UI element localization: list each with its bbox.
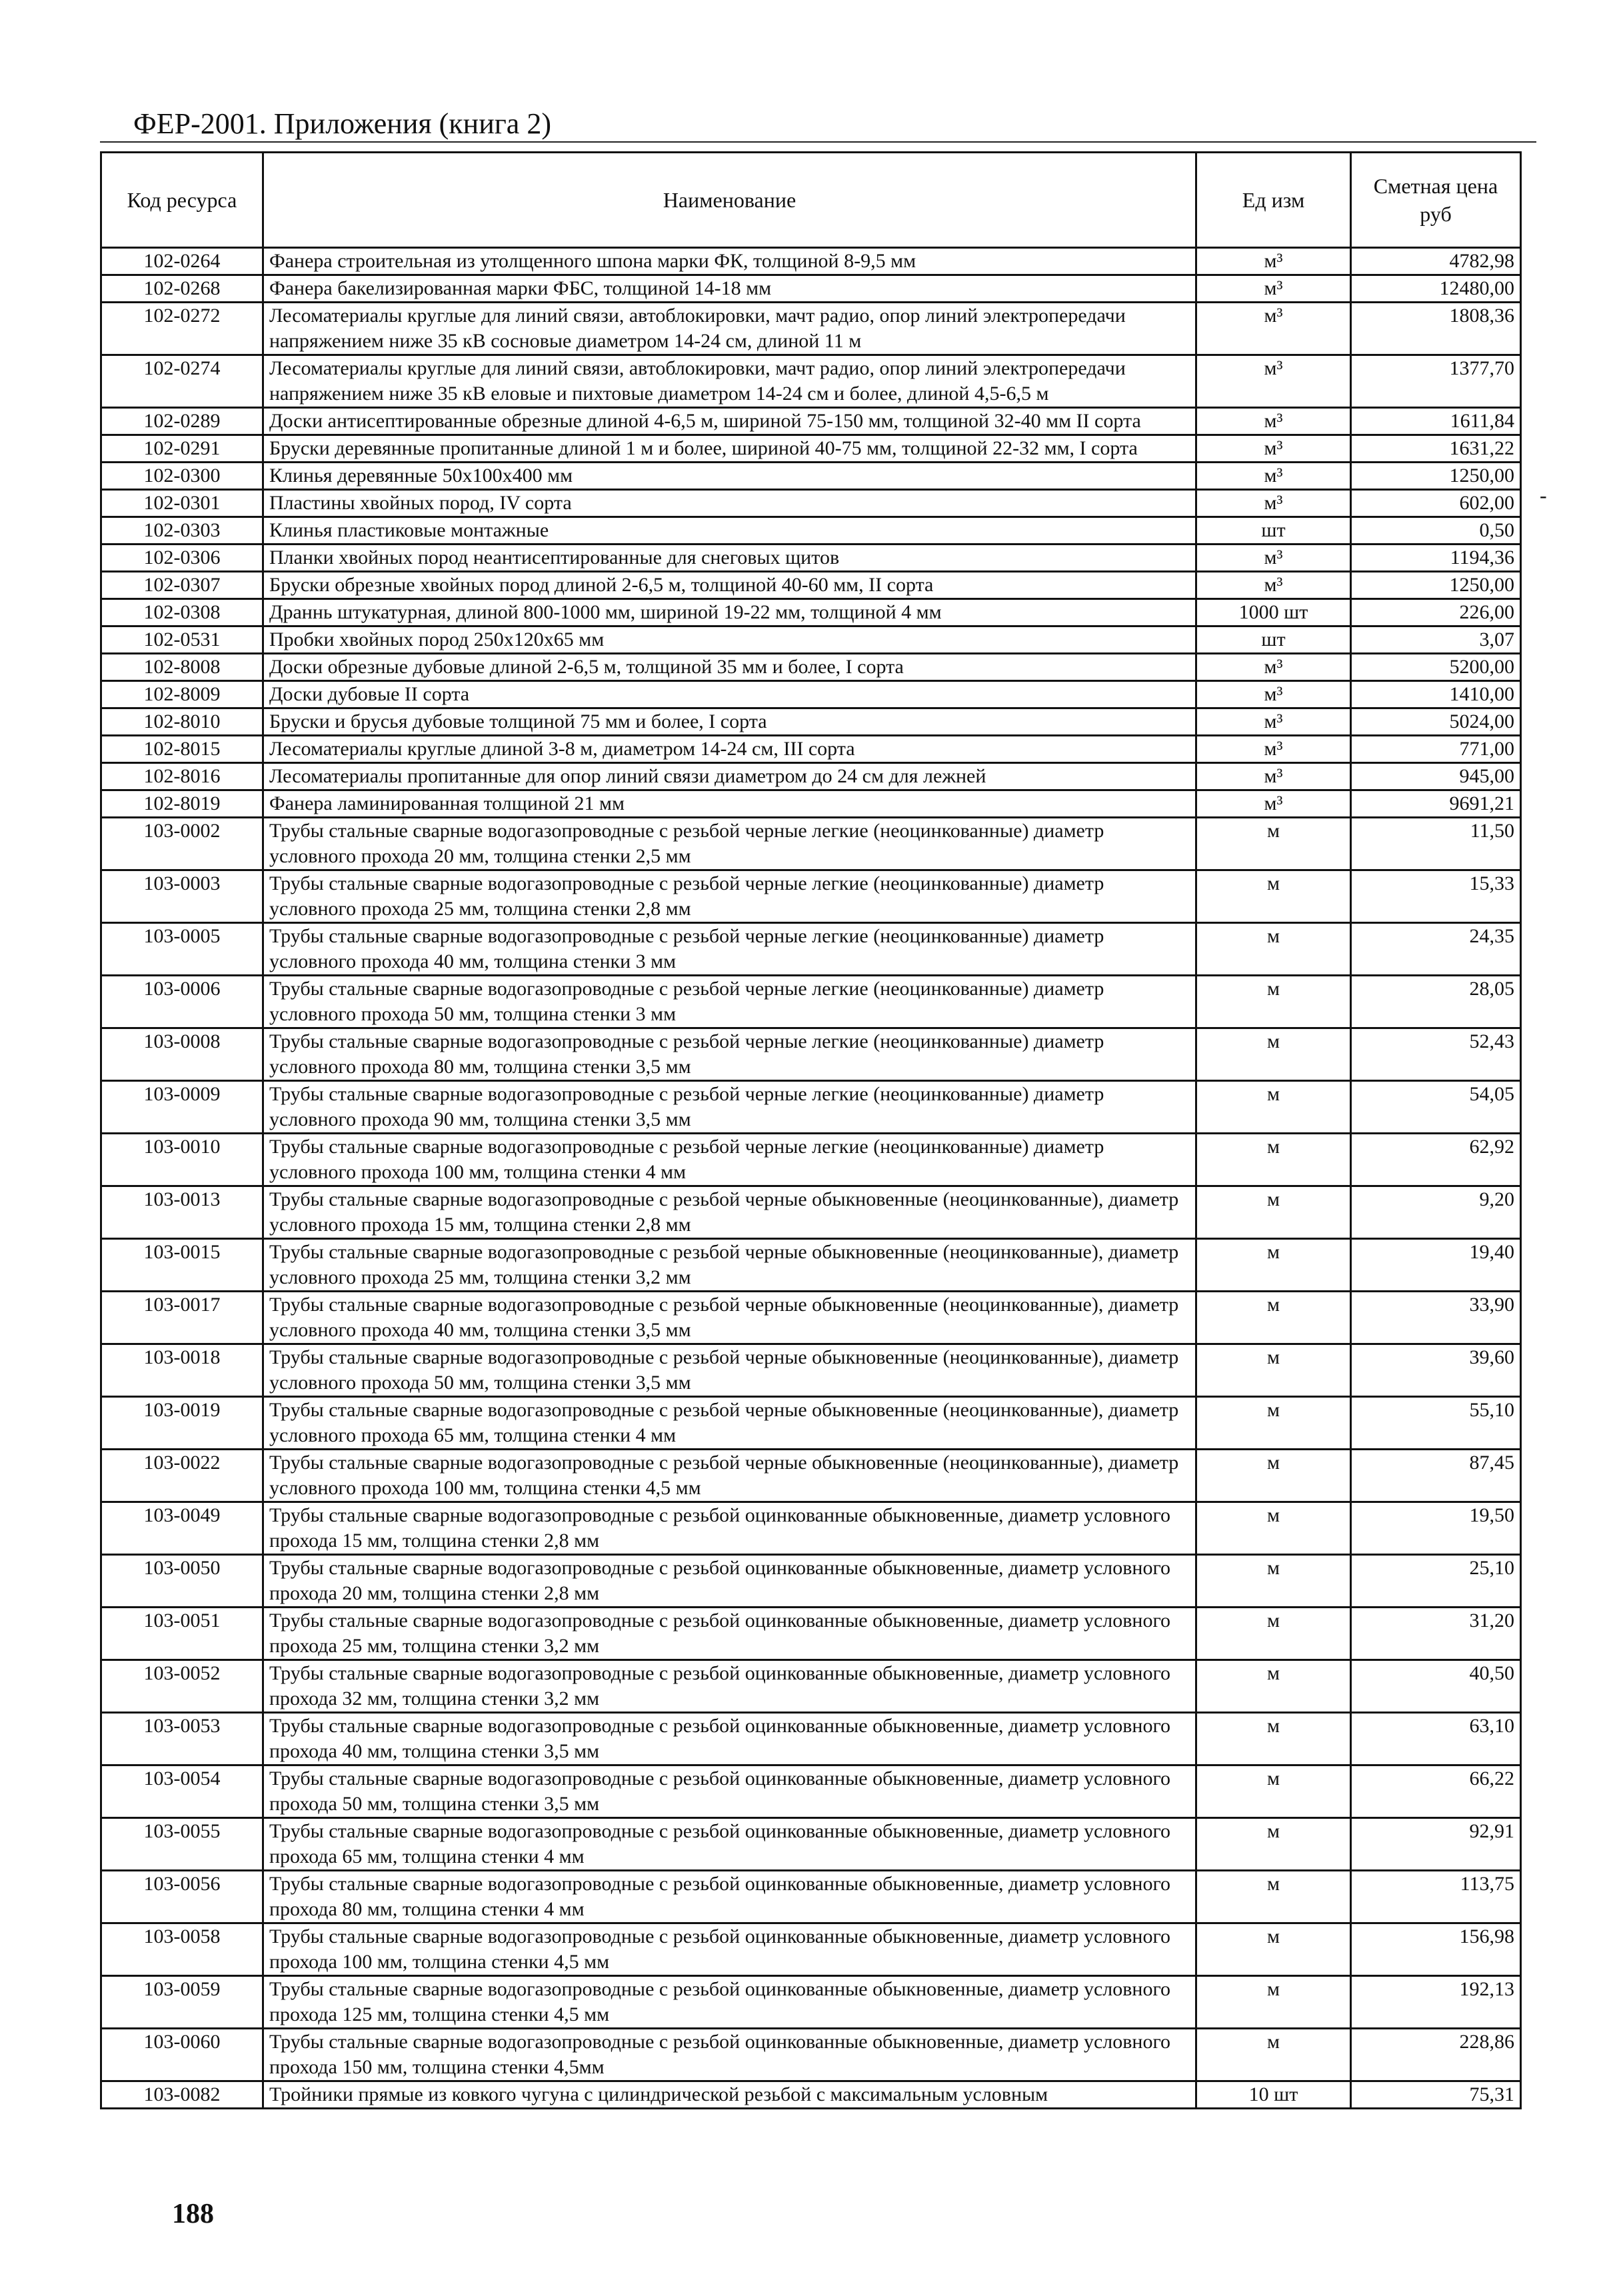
cell-unit: м bbox=[1196, 870, 1351, 923]
cell-code: 103-0052 bbox=[101, 1660, 263, 1713]
cell-name: Бруски обрезные хвойных пород длиной 2-6,5 м, толщиной 40-60 мм, II сорта bbox=[263, 572, 1196, 599]
cell-code: 103-0055 bbox=[101, 1818, 263, 1871]
cell-price: 156,98 bbox=[1351, 1923, 1521, 1976]
cell-unit: м³ bbox=[1196, 463, 1351, 490]
table-row bbox=[101, 490, 1521, 517]
cell-code: 103-0049 bbox=[101, 1502, 263, 1555]
cell-price: 39,60 bbox=[1351, 1344, 1521, 1397]
table-row bbox=[101, 599, 1521, 626]
table-row bbox=[101, 818, 1521, 870]
table-row bbox=[101, 1028, 1521, 1081]
cell-code: 102-8010 bbox=[101, 708, 263, 736]
cell-code: 102-0308 bbox=[101, 599, 263, 626]
cell-name: Трубы стальные сварные водогазопроводные с резьбой оцинкованные обыкновенные, диаметр условного прохода 25 мм, толщина стенки 3,2 мм bbox=[263, 1608, 1196, 1660]
table-row bbox=[101, 1608, 1521, 1660]
cell-price: 75,31 bbox=[1351, 2081, 1521, 2109]
column-header-price: Сметная цена руб bbox=[1351, 153, 1521, 248]
table-row bbox=[101, 681, 1521, 708]
cell-code: 103-0082 bbox=[101, 2081, 263, 2109]
cell-unit: м³ bbox=[1196, 545, 1351, 572]
cell-name: Трубы стальные сварные водогазопроводные с резьбой черные обыкновенные (неоцинкованные), диаметр условного прохода 40 мм, толщина стенки 3,5 мм bbox=[263, 1292, 1196, 1344]
cell-code: 103-0054 bbox=[101, 1765, 263, 1818]
cell-name: Пластины хвойных пород, IV сорта bbox=[263, 490, 1196, 517]
cell-price: 66,22 bbox=[1351, 1765, 1521, 1818]
cell-unit: м bbox=[1196, 1818, 1351, 1871]
cell-name: Трубы стальные сварные водогазопроводные с резьбой оцинкованные обыкновенные, диаметр условного прохода 125 мм, толщина стенки 4,5 мм bbox=[263, 1976, 1196, 2029]
table-row bbox=[101, 1292, 1521, 1344]
table-row bbox=[101, 1923, 1521, 1976]
cell-code: 103-0051 bbox=[101, 1608, 263, 1660]
cell-code: 103-0050 bbox=[101, 1555, 263, 1608]
cell-name: Трубы стальные сварные водогазопроводные с резьбой черные легкие (неоцинкованные) диаметр условного прохода 20 мм, толщина стенки 2,5 мм bbox=[263, 818, 1196, 870]
cell-unit: м bbox=[1196, 1923, 1351, 1976]
table-row bbox=[101, 1239, 1521, 1292]
cell-code: 103-0013 bbox=[101, 1186, 263, 1239]
cell-price: 25,10 bbox=[1351, 1555, 1521, 1608]
table-row bbox=[101, 1818, 1521, 1871]
cell-name: Доски антисептированные обрезные длиной 4-6,5 м, шириной 75-150 мм, толщиной 32-40 мм II сорта bbox=[263, 408, 1196, 435]
cell-price: 0,50 bbox=[1351, 517, 1521, 545]
table-row bbox=[101, 1765, 1521, 1818]
table-row bbox=[101, 517, 1521, 545]
cell-unit: м bbox=[1196, 923, 1351, 976]
cell-unit: м bbox=[1196, 2029, 1351, 2081]
cell-unit: шт bbox=[1196, 626, 1351, 654]
cell-code: 103-0018 bbox=[101, 1344, 263, 1397]
cell-code: 103-0022 bbox=[101, 1450, 263, 1502]
cell-unit: м bbox=[1196, 1134, 1351, 1186]
cell-unit: м³ bbox=[1196, 654, 1351, 681]
cell-price: 24,35 bbox=[1351, 923, 1521, 976]
cell-code: 102-0272 bbox=[101, 303, 263, 355]
cell-name: Лесоматериалы круглые для линий связи, автоблокировки, мачт радио, опор линий электропередачи напряжением ниже 35 кВ еловые и пихтовые диаметром 14-24 см и более, длиной 4,5-6,5 м bbox=[263, 355, 1196, 408]
cell-unit: м³ bbox=[1196, 681, 1351, 708]
column-header-name: Наименование bbox=[263, 153, 1196, 248]
cell-unit: м bbox=[1196, 1608, 1351, 1660]
cell-name: Доски обрезные дубовые длиной 2-6,5 м, толщиной 35 мм и более, I сорта bbox=[263, 654, 1196, 681]
cell-code: 103-0015 bbox=[101, 1239, 263, 1292]
table-row bbox=[101, 626, 1521, 654]
cell-code: 103-0059 bbox=[101, 1976, 263, 2029]
cell-unit: м³ bbox=[1196, 303, 1351, 355]
cell-price: 945,00 bbox=[1351, 763, 1521, 790]
column-header-code: Код ресурса bbox=[101, 153, 263, 248]
cell-unit: м³ bbox=[1196, 275, 1351, 303]
cell-code: 103-0005 bbox=[101, 923, 263, 976]
cell-price: 1808,36 bbox=[1351, 303, 1521, 355]
cell-name: Клинья деревянные 50х100х400 мм bbox=[263, 463, 1196, 490]
cell-code: 103-0009 bbox=[101, 1081, 263, 1134]
cell-price: 113,75 bbox=[1351, 1871, 1521, 1923]
cell-name: Трубы стальные сварные водогазопроводные с резьбой оцинкованные обыкновенные, диаметр условного прохода 150 мм, толщина стенки 4,5мм bbox=[263, 2029, 1196, 2081]
cell-name: Тройники прямые из ковкого чугуна с цилиндрической резьбой с максимальным условным bbox=[263, 2081, 1196, 2109]
cell-name: Трубы стальные сварные водогазопроводные с резьбой оцинкованные обыкновенные, диаметр условного прохода 65 мм, толщина стенки 4 мм bbox=[263, 1818, 1196, 1871]
cell-name: Трубы стальные сварные водогазопроводные с резьбой черные легкие (неоцинкованные) диаметр условного прохода 40 мм, толщина стенки 3 мм bbox=[263, 923, 1196, 976]
cell-unit: м³ bbox=[1196, 572, 1351, 599]
table-body bbox=[101, 248, 1521, 2109]
cell-code: 102-8016 bbox=[101, 763, 263, 790]
cell-unit: м bbox=[1196, 1976, 1351, 2029]
cell-code: 103-0017 bbox=[101, 1292, 263, 1344]
table-row bbox=[101, 435, 1521, 463]
cell-price: 15,33 bbox=[1351, 870, 1521, 923]
cell-price: 1611,84 bbox=[1351, 408, 1521, 435]
table-row bbox=[101, 2081, 1521, 2109]
cell-code: 102-0289 bbox=[101, 408, 263, 435]
cell-price: 226,00 bbox=[1351, 599, 1521, 626]
table-row bbox=[101, 736, 1521, 763]
cell-name: Трубы стальные сварные водогазопроводные с резьбой черные обыкновенные (неоцинкованные), диаметр условного прохода 100 мм, толщина стенки 4,5 мм bbox=[263, 1450, 1196, 1502]
cell-price: 52,43 bbox=[1351, 1028, 1521, 1081]
cell-code: 103-0002 bbox=[101, 818, 263, 870]
cell-price: 771,00 bbox=[1351, 736, 1521, 763]
cell-name: Трубы стальные сварные водогазопроводные с резьбой черные легкие (неоцинкованные) диаметр условного прохода 25 мм, толщина стенки 2,8 мм bbox=[263, 870, 1196, 923]
cell-name: Доски дубовые II сорта bbox=[263, 681, 1196, 708]
cell-code: 102-8008 bbox=[101, 654, 263, 681]
cell-code: 103-0019 bbox=[101, 1397, 263, 1450]
table-row bbox=[101, 1660, 1521, 1713]
cell-unit: м³ bbox=[1196, 248, 1351, 275]
margin-mark: - bbox=[1540, 483, 1547, 507]
cell-price: 4782,98 bbox=[1351, 248, 1521, 275]
cell-code: 102-8015 bbox=[101, 736, 263, 763]
cell-code: 102-0531 bbox=[101, 626, 263, 654]
cell-price: 1631,22 bbox=[1351, 435, 1521, 463]
cell-code: 102-0268 bbox=[101, 275, 263, 303]
table-row bbox=[101, 1976, 1521, 2029]
cell-name: Трубы стальные сварные водогазопроводные с резьбой оцинкованные обыкновенные, диаметр условного прохода 50 мм, толщина стенки 3,5 мм bbox=[263, 1765, 1196, 1818]
cell-unit: м bbox=[1196, 1344, 1351, 1397]
cell-unit: м bbox=[1196, 1239, 1351, 1292]
cell-unit: м bbox=[1196, 1502, 1351, 1555]
cell-unit: 10 шт bbox=[1196, 2081, 1351, 2109]
table-row bbox=[101, 1081, 1521, 1134]
cell-name: Фанера бакелизированная марки ФБС, толщиной 14-18 мм bbox=[263, 275, 1196, 303]
table-row bbox=[101, 1186, 1521, 1239]
cell-unit: м bbox=[1196, 1765, 1351, 1818]
table-row bbox=[101, 923, 1521, 976]
header-rule bbox=[100, 141, 1536, 143]
cell-name: Трубы стальные сварные водогазопроводные с резьбой оцинкованные обыкновенные, диаметр условного прохода 15 мм, толщина стенки 2,8 мм bbox=[263, 1502, 1196, 1555]
table-row bbox=[101, 1450, 1521, 1502]
cell-price: 1410,00 bbox=[1351, 681, 1521, 708]
cell-code: 102-8019 bbox=[101, 790, 263, 818]
table-row bbox=[101, 303, 1521, 355]
cell-price: 87,45 bbox=[1351, 1450, 1521, 1502]
cell-price: 63,10 bbox=[1351, 1713, 1521, 1765]
cell-name: Трубы стальные сварные водогазопроводные с резьбой оцинкованные обыкновенные, диаметр условного прохода 80 мм, толщина стенки 4 мм bbox=[263, 1871, 1196, 1923]
cell-unit: м³ bbox=[1196, 790, 1351, 818]
cell-price: 12480,00 bbox=[1351, 275, 1521, 303]
cell-price: 62,92 bbox=[1351, 1134, 1521, 1186]
table-row bbox=[101, 1713, 1521, 1765]
cell-price: 40,50 bbox=[1351, 1660, 1521, 1713]
cell-code: 102-0291 bbox=[101, 435, 263, 463]
table-header-row bbox=[101, 153, 1521, 248]
cell-price: 3,07 bbox=[1351, 626, 1521, 654]
cell-code: 102-0307 bbox=[101, 572, 263, 599]
cell-name: Драннь штукатурная, длиной 800-1000 мм, шириной 19-22 мм, толщиной 4 мм bbox=[263, 599, 1196, 626]
cell-unit: м bbox=[1196, 818, 1351, 870]
cell-name: Трубы стальные сварные водогазопроводные с резьбой черные обыкновенные (неоцинкованные), диаметр условного прохода 25 мм, толщина стенки 3,2 мм bbox=[263, 1239, 1196, 1292]
cell-price: 1194,36 bbox=[1351, 545, 1521, 572]
cell-name: Лесоматериалы круглые длиной 3-8 м, диаметром 14-24 см, III сорта bbox=[263, 736, 1196, 763]
cell-price: 33,90 bbox=[1351, 1292, 1521, 1344]
cell-unit: м bbox=[1196, 1292, 1351, 1344]
cell-unit: м bbox=[1196, 1397, 1351, 1450]
cell-name: Пробки хвойных пород 250х120х65 мм bbox=[263, 626, 1196, 654]
table-row bbox=[101, 1555, 1521, 1608]
table-row bbox=[101, 1871, 1521, 1923]
cell-price: 55,10 bbox=[1351, 1397, 1521, 1450]
cell-price: 19,50 bbox=[1351, 1502, 1521, 1555]
cell-price: 1250,00 bbox=[1351, 572, 1521, 599]
table-row bbox=[101, 763, 1521, 790]
table-row bbox=[101, 408, 1521, 435]
cell-price: 19,40 bbox=[1351, 1239, 1521, 1292]
cell-name: Бруски и брусья дубовые толщиной 75 мм и более, I сорта bbox=[263, 708, 1196, 736]
cell-code: 103-0056 bbox=[101, 1871, 263, 1923]
table-row bbox=[101, 1134, 1521, 1186]
cell-price: 9691,21 bbox=[1351, 790, 1521, 818]
table-row bbox=[101, 708, 1521, 736]
cell-price: 31,20 bbox=[1351, 1608, 1521, 1660]
cell-name: Лесоматериалы пропитанные для опор линий связи диаметром до 24 см для лежней bbox=[263, 763, 1196, 790]
table-row bbox=[101, 545, 1521, 572]
cell-unit: м³ bbox=[1196, 736, 1351, 763]
cell-name: Трубы стальные сварные водогазопроводные с резьбой оцинкованные обыкновенные, диаметр условного прохода 20 мм, толщина стенки 2,8 мм bbox=[263, 1555, 1196, 1608]
table-row bbox=[101, 1344, 1521, 1397]
cell-code: 102-0303 bbox=[101, 517, 263, 545]
cell-name: Трубы стальные сварные водогазопроводные с резьбой оцинкованные обыкновенные, диаметр условного прохода 100 мм, толщина стенки 4,5 мм bbox=[263, 1923, 1196, 1976]
cell-name: Клинья пластиковые монтажные bbox=[263, 517, 1196, 545]
table-row bbox=[101, 2029, 1521, 2081]
cell-price: 602,00 bbox=[1351, 490, 1521, 517]
cell-price: 28,05 bbox=[1351, 976, 1521, 1028]
cell-unit: м bbox=[1196, 1028, 1351, 1081]
cell-unit: м bbox=[1196, 1555, 1351, 1608]
table-row bbox=[101, 654, 1521, 681]
resource-price-table bbox=[100, 151, 1522, 2109]
cell-code: 103-0058 bbox=[101, 1923, 263, 1976]
cell-code: 102-0274 bbox=[101, 355, 263, 408]
cell-name: Планки хвойных пород неантисептированные для снеговых щитов bbox=[263, 545, 1196, 572]
table-row bbox=[101, 1397, 1521, 1450]
cell-unit: м bbox=[1196, 1713, 1351, 1765]
cell-unit: м³ bbox=[1196, 408, 1351, 435]
cell-code: 103-0008 bbox=[101, 1028, 263, 1081]
cell-code: 102-8009 bbox=[101, 681, 263, 708]
cell-unit: м³ bbox=[1196, 763, 1351, 790]
cell-code: 103-0060 bbox=[101, 2029, 263, 2081]
cell-name: Трубы стальные сварные водогазопроводные с резьбой оцинкованные обыкновенные, диаметр условного прохода 40 мм, толщина стенки 3,5 мм bbox=[263, 1713, 1196, 1765]
cell-price: 11,50 bbox=[1351, 818, 1521, 870]
cell-code: 103-0053 bbox=[101, 1713, 263, 1765]
cell-price: 9,20 bbox=[1351, 1186, 1521, 1239]
table-row bbox=[101, 463, 1521, 490]
cell-unit: м³ bbox=[1196, 435, 1351, 463]
cell-name: Трубы стальные сварные водогазопроводные с резьбой черные легкие (неоцинкованные) диаметр условного прохода 80 мм, толщина стенки 3,5 мм bbox=[263, 1028, 1196, 1081]
table-row bbox=[101, 572, 1521, 599]
table-row bbox=[101, 976, 1521, 1028]
cell-unit: м³ bbox=[1196, 708, 1351, 736]
cell-unit: м bbox=[1196, 1450, 1351, 1502]
cell-code: 103-0003 bbox=[101, 870, 263, 923]
cell-unit: шт bbox=[1196, 517, 1351, 545]
cell-name: Фанера строительная из утолщенного шпона марки ФК, толщиной 8-9,5 мм bbox=[263, 248, 1196, 275]
cell-code: 102-0301 bbox=[101, 490, 263, 517]
cell-unit: м³ bbox=[1196, 355, 1351, 408]
column-header-unit: Ед изм bbox=[1196, 153, 1351, 248]
cell-name: Трубы стальные сварные водогазопроводные с резьбой черные обыкновенные (неоцинкованные), диаметр условного прохода 50 мм, толщина стенки 3,5 мм bbox=[263, 1344, 1196, 1397]
cell-code: 103-0006 bbox=[101, 976, 263, 1028]
cell-unit: м bbox=[1196, 1186, 1351, 1239]
cell-unit: м bbox=[1196, 1081, 1351, 1134]
cell-name: Лесоматериалы круглые для линий связи, автоблокировки, мачт радио, опор линий электропередачи напряжением ниже 35 кВ сосновые диаметром 14-24 см, длиной 11 м bbox=[263, 303, 1196, 355]
cell-unit: м³ bbox=[1196, 490, 1351, 517]
cell-price: 228,86 bbox=[1351, 2029, 1521, 2081]
cell-price: 5200,00 bbox=[1351, 654, 1521, 681]
cell-unit: м bbox=[1196, 1871, 1351, 1923]
cell-unit: 1000 шт bbox=[1196, 599, 1351, 626]
cell-name: Трубы стальные сварные водогазопроводные с резьбой черные обыкновенные (неоцинкованные), диаметр условного прохода 65 мм, толщина стенки 4 мм bbox=[263, 1397, 1196, 1450]
cell-name: Бруски деревянные пропитанные длиной 1 м и более, шириной 40-75 мм, толщиной 22-32 мм, I сорта bbox=[263, 435, 1196, 463]
cell-name: Трубы стальные сварные водогазопроводные с резьбой оцинкованные обыкновенные, диаметр условного прохода 32 мм, толщина стенки 3,2 мм bbox=[263, 1660, 1196, 1713]
cell-price: 92,91 bbox=[1351, 1818, 1521, 1871]
cell-code: 103-0010 bbox=[101, 1134, 263, 1186]
cell-name: Трубы стальные сварные водогазопроводные с резьбой черные легкие (неоцинкованные) диаметр условного прохода 50 мм, толщина стенки 3 мм bbox=[263, 976, 1196, 1028]
cell-unit: м bbox=[1196, 976, 1351, 1028]
table-row bbox=[101, 275, 1521, 303]
cell-unit: м bbox=[1196, 1660, 1351, 1713]
table-row bbox=[101, 248, 1521, 275]
cell-price: 1377,70 bbox=[1351, 355, 1521, 408]
cell-price: 54,05 bbox=[1351, 1081, 1521, 1134]
cell-name: Трубы стальные сварные водогазопроводные с резьбой черные легкие (неоцинкованные) диаметр условного прохода 90 мм, толщина стенки 3,5 мм bbox=[263, 1081, 1196, 1134]
cell-price: 5024,00 bbox=[1351, 708, 1521, 736]
cell-price: 1250,00 bbox=[1351, 463, 1521, 490]
cell-code: 102-0264 bbox=[101, 248, 263, 275]
cell-name: Трубы стальные сварные водогазопроводные с резьбой черные обыкновенные (неоцинкованные), диаметр условного прохода 15 мм, толщина стенки 2,8 мм bbox=[263, 1186, 1196, 1239]
cell-price: 192,13 bbox=[1351, 1976, 1521, 2029]
table-row bbox=[101, 870, 1521, 923]
table-row bbox=[101, 1502, 1521, 1555]
page-header-title: ФЕР-2001. Приложения (книга 2) bbox=[133, 107, 551, 140]
cell-name: Трубы стальные сварные водогазопроводные с резьбой черные легкие (неоцинкованные) диаметр условного прохода 100 мм, толщина стенки 4 мм bbox=[263, 1134, 1196, 1186]
table-row bbox=[101, 790, 1521, 818]
cell-code: 102-0306 bbox=[101, 545, 263, 572]
page-number: 188 bbox=[172, 2199, 214, 2229]
cell-name: Фанера ламинированная толщиной 21 мм bbox=[263, 790, 1196, 818]
table-row bbox=[101, 355, 1521, 408]
cell-code: 102-0300 bbox=[101, 463, 263, 490]
